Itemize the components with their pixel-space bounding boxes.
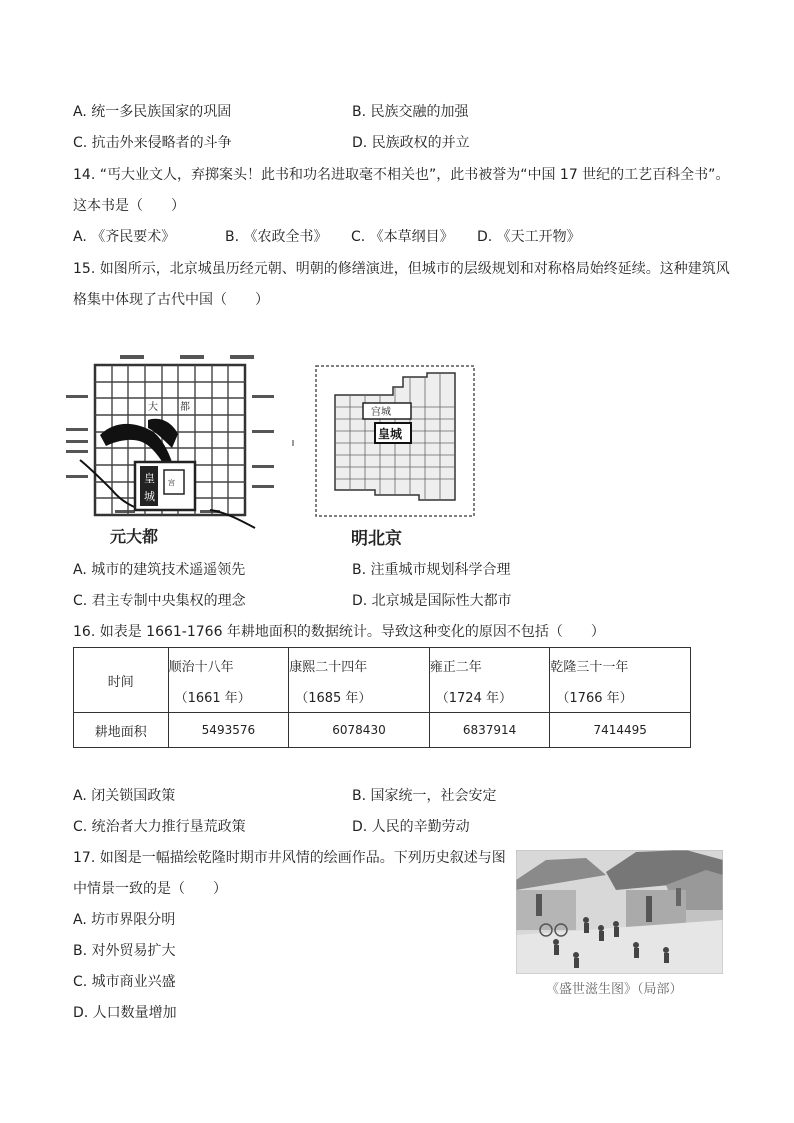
year-1685: （1685 年） bbox=[295, 691, 372, 706]
farmland-table bbox=[73, 647, 691, 748]
reign-1766: 乾隆三十一年 bbox=[550, 660, 629, 675]
painting-caption: 《盛世滋生图》（局部） bbox=[546, 982, 683, 997]
area-1661: 5493576 bbox=[168, 713, 289, 748]
q14-option-a: A. 《齐民要术》 bbox=[73, 229, 176, 245]
area-1766: 7414495 bbox=[550, 713, 691, 748]
year-1724: （1724 年） bbox=[435, 691, 512, 706]
yuan-dadu-map bbox=[60, 350, 280, 530]
q13-option-d: D. 民族政权的并立 bbox=[352, 135, 470, 151]
year-1661: （1661 年） bbox=[174, 691, 251, 706]
map1-label-cheng: 城 bbox=[144, 490, 155, 503]
q14-stem-line1: 14. “丐大业文人，弃掷案头！此书和功名进取毫不相关也”，此书被誉为“中国 17 世纪的工艺百科全书”。 bbox=[73, 167, 730, 183]
q17-option-d: D. 人口数量增加 bbox=[73, 1005, 177, 1021]
map2-label-gongcheng: 宫城 bbox=[371, 407, 391, 418]
q15-stem-line2: 格集中体现了古代中国（ ） bbox=[73, 292, 269, 308]
q14-stem-line2: 这本书是（ ） bbox=[73, 198, 185, 214]
q17-option-a: A. 坊市界限分明 bbox=[73, 912, 176, 928]
reign-1661: 顺治十八年 bbox=[168, 660, 234, 675]
map1-label-da: 大 bbox=[148, 402, 158, 413]
figure-divider bbox=[292, 440, 294, 446]
q15-option-a: A. 城市的建筑技术遥遥领先 bbox=[73, 562, 246, 578]
area-1724: 6837914 bbox=[429, 713, 550, 748]
table-col-1766 bbox=[550, 648, 691, 713]
table-row bbox=[74, 713, 691, 748]
map1-label-huang: 皇 bbox=[144, 472, 155, 485]
q16-stem: 16. 如表是 1661-1766 年耕地面积的数据统计。导致这种变化的原因不包括（ ） bbox=[73, 624, 605, 640]
table-col-1661 bbox=[168, 648, 289, 713]
q14-option-c: C. 《本草纲目》 bbox=[351, 229, 454, 245]
table-col-1724 bbox=[429, 648, 550, 713]
map1-label-gong: 宫 bbox=[168, 479, 175, 487]
q17-option-c: C. 城市商业兴盛 bbox=[73, 974, 176, 990]
table-row-label-area: 耕地面积 bbox=[74, 713, 169, 748]
market-painting bbox=[516, 850, 723, 974]
reign-1724: 雍正二年 bbox=[429, 660, 482, 675]
q17-option-b: B. 对外贸易扩大 bbox=[73, 943, 176, 959]
q15-option-d: D. 北京城是国际性大都市 bbox=[352, 593, 512, 609]
ming-beijing-map bbox=[315, 365, 475, 517]
q14-option-d: D. 《天工开物》 bbox=[477, 229, 581, 245]
q17-stem-line1: 17. 如图是一幅描绘乾隆时期市井风情的绘画作品。下列历史叙述与图 bbox=[73, 850, 506, 866]
map1-label-du: 都 bbox=[180, 402, 190, 413]
reign-1685: 康熙二十四年 bbox=[289, 660, 368, 675]
table-col-1685 bbox=[289, 648, 430, 713]
q14-option-b: B. 《农政全书》 bbox=[225, 229, 328, 245]
q13-option-c: C. 抗击外来侵略者的斗争 bbox=[73, 135, 232, 151]
q15-stem-line1: 15. 如图所示，北京城虽历经元朝、明朝的修缮演进，但城市的层级规划和对称格局始终延续。这种建筑风 bbox=[73, 261, 730, 277]
q16-option-d: D. 人民的辛勤劳动 bbox=[352, 819, 470, 835]
q15-option-c: C. 君主专制中央集权的理念 bbox=[73, 593, 246, 609]
map2-caption: 明北京 bbox=[351, 529, 402, 549]
q13-option-a: A. 统一多民族国家的巩固 bbox=[73, 104, 232, 120]
q16-option-b: B. 国家统一，社会安定 bbox=[352, 788, 497, 804]
q17-stem-line2: 中情景一致的是（ ） bbox=[73, 881, 227, 897]
q16-option-c: C. 统治者大力推行垦荒政策 bbox=[73, 819, 246, 835]
year-1766: （1766 年） bbox=[556, 691, 633, 706]
area-1685: 6078430 bbox=[289, 713, 430, 748]
q16-option-a: A. 闭关锁国政策 bbox=[73, 788, 176, 804]
table-header-time: 时间 bbox=[74, 648, 169, 713]
map2-label-huangcheng: 皇城 bbox=[378, 427, 403, 441]
map1-caption: 元大都 bbox=[110, 527, 159, 546]
q13-option-b: B. 民族交融的加强 bbox=[352, 104, 469, 120]
q15-option-b: B. 注重城市规划科学合理 bbox=[352, 562, 511, 578]
